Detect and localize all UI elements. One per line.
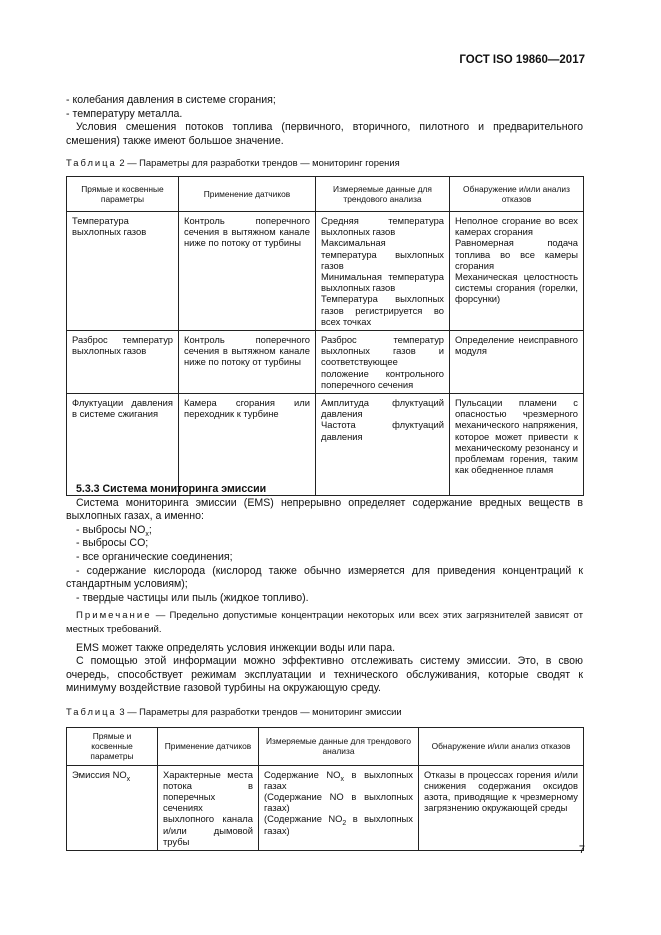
subscript: x (145, 530, 149, 538)
emission-bullet: - твердые частицы или пыль (жидкое топливо). (76, 591, 309, 604)
cell-text: в выхлопных газах) (264, 813, 413, 836)
cell-text: Эмиссия NO (72, 768, 127, 780)
table-cell: Определение неисправного модуля (450, 331, 584, 394)
intro-paragraph: Условия смешения потоков топлива (первичного, вторичного, пилотного и предварительного смешения) также имеют большое значение. (66, 121, 583, 147)
table-cell: Контроль поперечного сечения в вытяжном канале ниже по потоку от турбины (179, 331, 316, 394)
intro-block (66, 94, 583, 148)
table-cell: Характерные места потока в поперечных сечениях выхлопного канала и/или дымовой трубы (158, 765, 259, 850)
table-header-cell: Применение датчиков (158, 728, 259, 766)
table-row (67, 212, 584, 331)
intro-bullet: - колебания давления в системе сгорания; (66, 94, 276, 106)
bullet-text: ; (148, 523, 152, 536)
document-code: ГОСТ ISO 19860—2017 (459, 54, 585, 66)
cell-line (264, 769, 413, 791)
cell-text: Содержание NO (264, 768, 341, 780)
emission-bullet: - выбросы CO; (76, 537, 149, 550)
table-header-row (67, 177, 584, 212)
table-cell: Камера сгорания или переходник к турбине (179, 394, 316, 496)
cell-line: Частота флуктуаций давления (321, 419, 444, 442)
table-cell: Температура выхлопных газов (67, 212, 179, 331)
table2-caption-text: 2 — Параметры для разработки трендов — мониторинг горения (119, 157, 400, 168)
table3 (66, 727, 584, 851)
table-header-cell: Обнаружение и/или анализ отказов (450, 177, 584, 212)
cell-line: Амплитуда флуктуаций давления (321, 397, 444, 420)
table-row (67, 394, 584, 496)
table-cell: Разброс температур выхлопных газов и соответствующее положение контрольного поперечного сечения (316, 331, 450, 394)
table3-label: Таблица (66, 706, 117, 717)
note-text: — Предельно допустимые концентрации некоторых или всех этих загрязнителей зависят от местных требований. (66, 610, 583, 635)
table-header-cell: Обнаружение и/или анализ отказов (419, 728, 584, 766)
table-cell (450, 212, 584, 331)
cell-line (264, 813, 413, 835)
table-cell (316, 212, 450, 331)
subscript: x (340, 775, 344, 783)
emission-bullet: - все органические соединения; (76, 550, 233, 563)
cell-line: Неполное сгорание во всех камерах сгорания (455, 215, 578, 238)
table-header-row (67, 728, 584, 766)
cell-line: Равномерная подача топлива во все камеры сгорания (455, 237, 578, 271)
section-533 (66, 483, 583, 696)
note-label: Примечание (76, 610, 152, 622)
table-row (67, 331, 584, 394)
table-header-cell: Измеряемые данные для трендового анализа (259, 728, 419, 766)
section-title: 5.3.3 Система мониторинга эмиссии (76, 483, 267, 495)
table2 (66, 176, 584, 496)
cell-line: Средняя температура выхлопных газов (321, 215, 444, 238)
subscript: 2 (342, 820, 347, 828)
page-number: 7 (578, 844, 585, 856)
table3-caption (66, 706, 402, 717)
table-row (67, 765, 584, 850)
table-header-cell: Измеряемые данные для трендового анализа (316, 177, 450, 212)
table-cell (259, 765, 419, 850)
table-cell (316, 394, 450, 496)
table-header-cell: Прямые и косвенные параметры (67, 177, 179, 212)
table-header-cell: Применение датчиков (179, 177, 316, 212)
cell-text: (Содержание NO (264, 813, 343, 825)
subscript: x (126, 775, 131, 783)
cell-line: Максимальная температура выхлопных газов (321, 237, 444, 271)
cell-line: (Содержание NO в выхлопных газах) (264, 791, 413, 814)
table2-label: Таблица (66, 157, 117, 168)
table-header-cell: Прямые и косвенные параметры (67, 728, 158, 766)
table2-caption (66, 157, 400, 168)
emission-bullet (66, 524, 583, 538)
section-paragraph: EMS может также определять условия инжекции воды или пара. (76, 641, 396, 654)
table-cell (67, 765, 158, 850)
section-intro: Система мониторинга эмиссии (EMS) непрерывно определяет содержание вредных веществ в выхлопных газах, а именно: (66, 496, 583, 523)
cell-line: Температура выхлопных газов регистрируется во всех точках (321, 293, 444, 327)
section-paragraph: С помощью этой информации можно эффективно отслеживать систему эмиссии. Это, в свою очередь, способствует режимам эксплуатации и технического обслуживания, которые сводят к минимуму воздействие газовой турбины на окружающую среду. (66, 655, 583, 695)
cell-text: в выхлопных газах (264, 768, 413, 791)
table-cell: Контроль поперечного сечения в вытяжном канале ниже по потоку от турбины (179, 212, 316, 331)
table-cell: Флуктуации давления в системе сжигания (67, 394, 179, 496)
bullet-text: - выбросы NO (76, 523, 146, 536)
table-cell: Пульсации пламени с опасностью чрезмерного механического напряжения, которое может привести к механическому резонансу и проблемам горения, таким как обедненное пламя (450, 394, 584, 496)
table-cell: Отказы в процессах горения и/или снижения содержания оксидов азота, приводящие к чрезмерному загрязнению окружающей среды (419, 765, 584, 850)
emission-bullet: - содержание кислорода (кислород также обычно измеряется для приведения концентраций к стандартным условиям); (66, 564, 583, 591)
table3-caption-text: 3 — Параметры для разработки трендов — мониторинг эмиссии (119, 706, 402, 717)
intro-bullet: - температуру металла. (66, 107, 183, 120)
table-cell: Разброс температур выхлопных газов (67, 331, 179, 394)
note (66, 609, 583, 636)
cell-line: Механическая целостность системы сгорания (горелки, форсунки) (455, 271, 578, 305)
cell-line: Минимальная температура выхлопных газов (321, 271, 444, 294)
